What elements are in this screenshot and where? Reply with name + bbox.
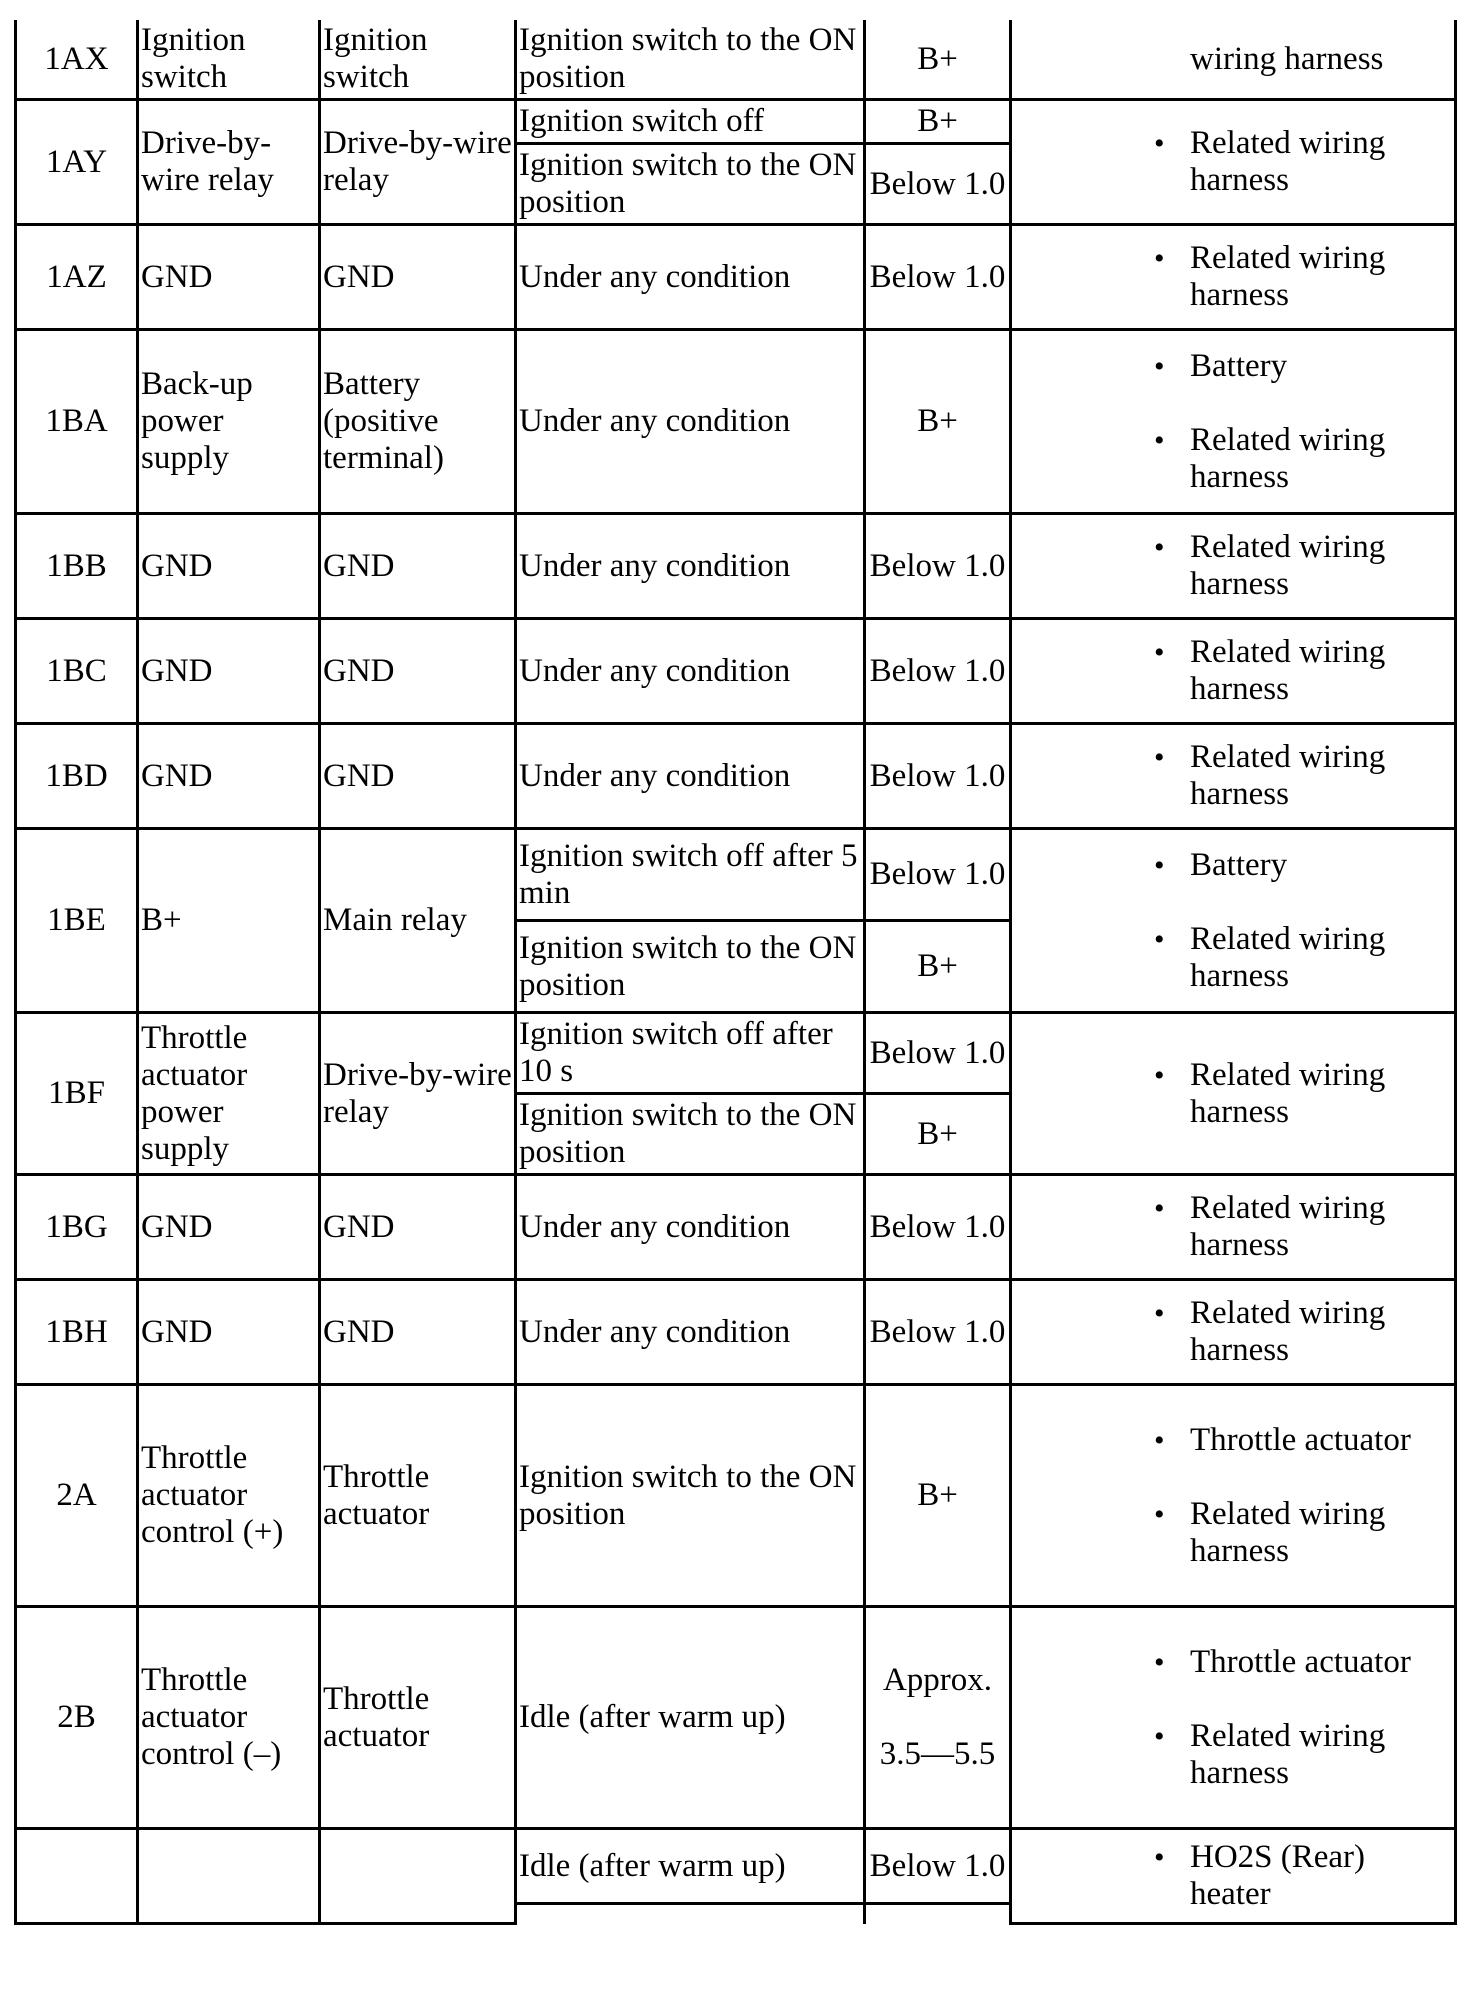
inspection-list-item: • Battery [1154, 348, 1452, 385]
inspection-list-item: • Related wiring harness [1154, 634, 1452, 708]
inspection-list-item: • HO2S (Rear) heater [1154, 1839, 1452, 1913]
inspection-list-item: • Throttle actuator [1154, 1644, 1452, 1681]
signal-name-cell: Throttle actuator power supply [138, 1013, 320, 1175]
connected-to-cell: GND [320, 1175, 516, 1280]
inspection-list [1014, 348, 1452, 496]
condition-cell: Under any condition [516, 225, 865, 330]
terminal-cell: 1AX [16, 20, 138, 100]
condition-cell: Ignition switch to the ON position [516, 144, 865, 225]
connected-to-cell: GND [320, 619, 516, 724]
inspection-list-item: • Related wiring harness [1154, 921, 1452, 995]
inspection-item-cell [1011, 514, 1456, 619]
table-row [16, 100, 1456, 144]
connected-to-cell [320, 1829, 516, 1924]
inspection-list-item: • Related wiring harness [1154, 422, 1452, 496]
signal-name-cell: Ignition switch [138, 20, 320, 100]
inspection-item-cell [1011, 20, 1456, 100]
voltage-value-cell: Below 1.0 [865, 829, 1011, 921]
inspection-list [1014, 529, 1452, 603]
signal-name-cell: Drive-by-wire relay [138, 100, 320, 225]
table-row [16, 619, 1456, 724]
inspection-list [1014, 41, 1452, 78]
voltage-value-cell: Below 1.0 [865, 144, 1011, 225]
signal-name-cell: GND [138, 724, 320, 829]
voltage-value-cell: B+ [865, 100, 1011, 144]
inspection-list [1014, 1839, 1452, 1913]
condition-cell: Under any condition [516, 724, 865, 829]
inspection-item-cell [1011, 1385, 1456, 1607]
inspection-item-cell [1011, 829, 1456, 1013]
voltage-value-cell: B+ [865, 1385, 1011, 1607]
condition-cell: Ignition switch to the ON position [516, 1094, 865, 1175]
inspection-list-item: • Related wiring harness [1154, 125, 1452, 199]
voltage-value-cell: Below 1.0 [865, 225, 1011, 330]
voltage-value-cell: Below 1.0 [865, 1175, 1011, 1280]
inspection-list-item: • Related wiring harness [1154, 1295, 1452, 1369]
signal-name-cell: GND [138, 514, 320, 619]
condition-cell: Under any condition [516, 619, 865, 724]
connected-to-cell: GND [320, 724, 516, 829]
inspection-list [1014, 634, 1452, 708]
signal-name-cell: GND [138, 619, 320, 724]
table-row [16, 724, 1456, 829]
condition-cell: Under any condition [516, 1175, 865, 1280]
terminal-cell: 1BG [16, 1175, 138, 1280]
condition-cell: Under any condition [516, 330, 865, 514]
condition-cell: Under any condition [516, 1280, 865, 1385]
voltage-value-cell: Below 1.0 [865, 514, 1011, 619]
condition-cell: Ignition switch off after 5 min [516, 829, 865, 921]
table-row [16, 1385, 1456, 1607]
voltage-value-cell: Below 1.0 [865, 1280, 1011, 1385]
inspection-list-item: • Throttle actuator [1154, 1422, 1452, 1459]
connected-to-cell: Main relay [320, 829, 516, 1013]
condition-cell: Under any condition [516, 514, 865, 619]
terminal-cell: 2A [16, 1385, 138, 1607]
signal-name-cell: GND [138, 1175, 320, 1280]
table-row [16, 514, 1456, 619]
terminal-cell: 1BA [16, 330, 138, 514]
signal-name-cell: Throttle actuator control (–) [138, 1607, 320, 1829]
signal-name-cell: GND [138, 1280, 320, 1385]
condition-cell: Idle (after warm up) [516, 1829, 865, 1904]
inspection-list-item: • Related wiring harness [1154, 1057, 1452, 1131]
condition-cell: Ignition switch off [516, 100, 865, 144]
connected-to-cell: GND [320, 514, 516, 619]
voltage-value-cell [865, 1904, 1011, 1924]
inspection-list [1014, 739, 1452, 813]
voltage-value-cell: B+ [865, 1094, 1011, 1175]
inspection-list-item: • Battery [1154, 847, 1452, 884]
inspection-item-cell [1011, 619, 1456, 724]
signal-name-cell: Throttle actuator control (+) [138, 1385, 320, 1607]
terminal-cell: 2B [16, 1607, 138, 1829]
voltage-value-line: 3.5—5.5 [879, 1736, 996, 1772]
table-row [16, 829, 1456, 921]
inspection-item-cell [1011, 100, 1456, 225]
voltage-value-cell: B+ [865, 921, 1011, 1013]
inspection-item-cell [1011, 1175, 1456, 1280]
table-row [16, 1829, 1456, 1904]
inspection-list [1014, 1644, 1452, 1792]
signal-name-cell: B+ [138, 829, 320, 1013]
condition-cell: Idle (after warm up) [516, 1607, 865, 1829]
signal-name-cell: GND [138, 225, 320, 330]
inspection-list [1014, 847, 1452, 995]
connected-to-cell: Battery (positive terminal) [320, 330, 516, 514]
voltage-value-cell: Below 1.0 [865, 619, 1011, 724]
inspection-list-item: • Related wiring harness [1154, 739, 1452, 813]
terminal-cell [16, 1829, 138, 1924]
inspection-list-item: • Related wiring harness [1154, 240, 1452, 314]
table-row [16, 330, 1456, 514]
inspection-item-cell [1011, 1607, 1456, 1829]
terminal-cell: 1BH [16, 1280, 138, 1385]
table-row [16, 1280, 1456, 1385]
table-row [16, 20, 1456, 100]
connected-to-cell: Drive-by-wire relay [320, 1013, 516, 1175]
connected-to-cell: Throttle actuator [320, 1607, 516, 1829]
table-row [16, 1607, 1456, 1829]
table-body [16, 20, 1456, 1924]
inspection-item-cell [1011, 1013, 1456, 1175]
inspection-list-item: • Related wiring harness [1154, 1718, 1452, 1792]
terminal-voltage-table [14, 20, 1457, 1925]
terminal-cell: 1BF [16, 1013, 138, 1175]
condition-cell: Ignition switch off after 10 s [516, 1013, 865, 1094]
table-row [16, 225, 1456, 330]
inspection-list [1014, 1057, 1452, 1131]
terminal-cell: 1AZ [16, 225, 138, 330]
table-row [16, 1175, 1456, 1280]
voltage-value-cell: Below 1.0 [865, 1013, 1011, 1094]
inspection-list-item: • Related wiring harness [1154, 1496, 1452, 1570]
inspection-item-cell [1011, 225, 1456, 330]
terminal-cell: 1BC [16, 619, 138, 724]
terminal-cell: 1BB [16, 514, 138, 619]
terminal-cell: 1BE [16, 829, 138, 1013]
signal-name-cell [138, 1829, 320, 1924]
voltage-value-cell: Below 1.0 [865, 724, 1011, 829]
table-row [16, 1013, 1456, 1094]
voltage-value-cell: Below 1.0 [865, 1829, 1011, 1904]
inspection-list-item: • Related wiring harness [1154, 1190, 1452, 1264]
inspection-list [1014, 125, 1452, 199]
condition-cell: Ignition switch to the ON position [516, 1385, 865, 1607]
connected-to-cell: Throttle actuator [320, 1385, 516, 1607]
connected-to-cell: GND [320, 225, 516, 330]
condition-cell: Ignition switch to the ON position [516, 20, 865, 100]
inspection-list [1014, 240, 1452, 314]
inspection-list [1014, 1190, 1452, 1264]
connected-to-cell: GND [320, 1280, 516, 1385]
connected-to-cell: Drive-by-wire relay [320, 100, 516, 225]
inspection-item-cell [1011, 330, 1456, 514]
condition-cell [516, 1904, 865, 1924]
terminal-cell: 1AY [16, 100, 138, 225]
voltage-value-line: Approx. [882, 1662, 993, 1698]
voltage-value-cell [865, 1607, 1011, 1829]
connected-to-cell: Ignition switch [320, 20, 516, 100]
inspection-list-item: wiring harness [1190, 40, 1384, 77]
signal-name-cell: Back-up power supply [138, 330, 320, 514]
voltage-value-cell: B+ [865, 20, 1011, 100]
inspection-item-cell [1011, 724, 1456, 829]
condition-cell: Ignition switch to the ON position [516, 921, 865, 1013]
inspection-list-item: • Related wiring harness [1154, 529, 1452, 603]
inspection-list [1014, 1422, 1452, 1570]
inspection-item-cell [1011, 1829, 1456, 1924]
voltage-value-cell: B+ [865, 330, 1011, 514]
terminal-cell: 1BD [16, 724, 138, 829]
inspection-item-cell [1011, 1280, 1456, 1385]
inspection-list [1014, 1295, 1452, 1369]
